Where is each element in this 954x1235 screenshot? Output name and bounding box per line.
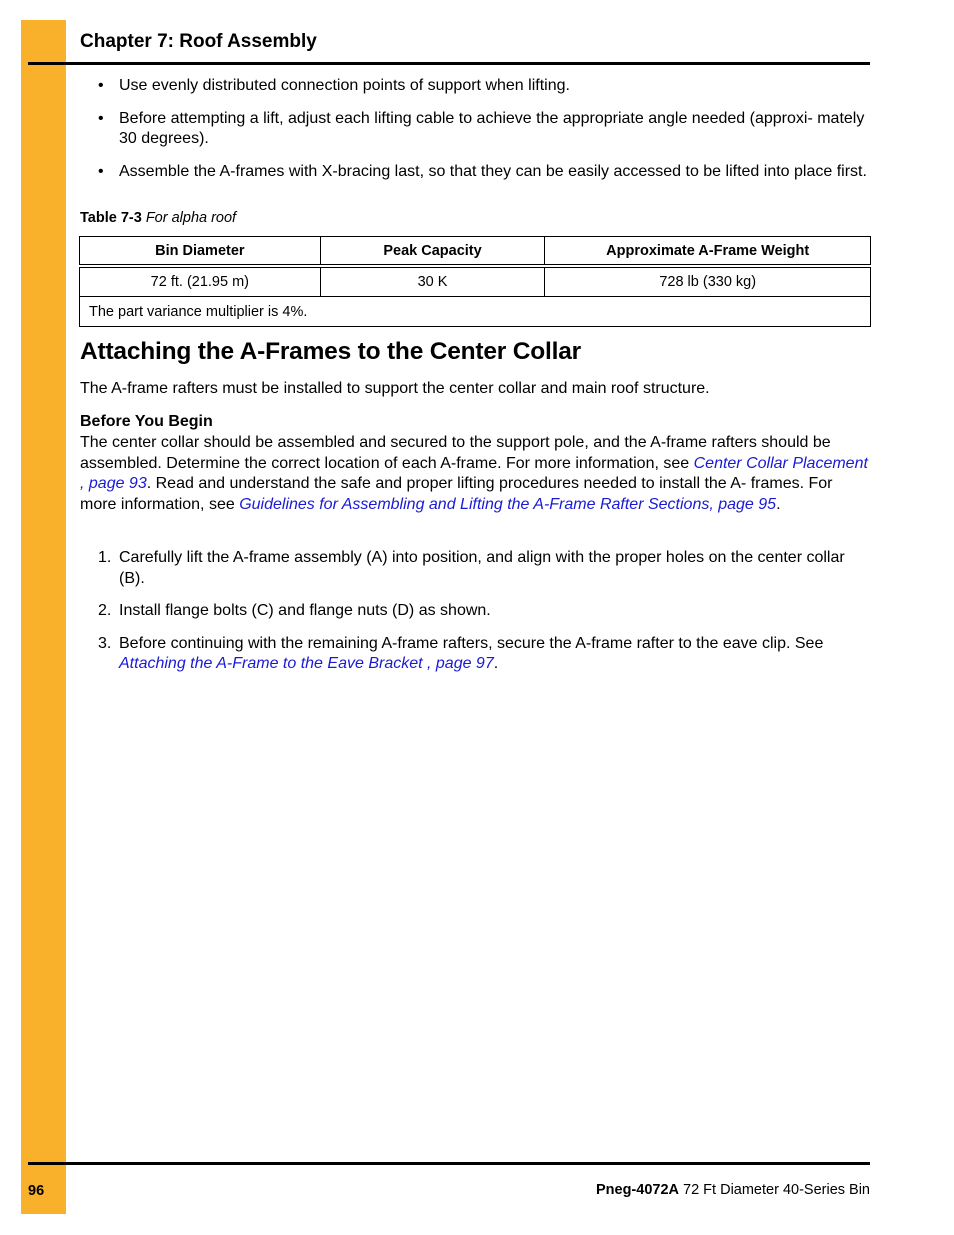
step-text-tail: . <box>493 655 499 672</box>
list-item <box>80 162 870 183</box>
before-you-begin-paragraph <box>80 433 872 515</box>
chapter-sidebar-band <box>21 20 66 1214</box>
link-lifting-guidelines[interactable]: Guidelines for Assembling and Lifting the A-Frame Rafter Sections, page 95 <box>239 495 777 513</box>
header-rule <box>28 62 870 65</box>
cell-bin-diameter: 72 ft. (21.95 m) <box>80 266 321 297</box>
bullet-symbol: • <box>98 162 104 180</box>
document-id: Pneg-4072A <box>595 1182 679 1198</box>
step-number: 2. <box>98 602 112 619</box>
step-text: Carefully lift the A-frame assembly (A) into position, and align with the proper holes on the center collar (B). <box>119 549 845 587</box>
cell-peak-capacity: 30 K <box>320 266 545 297</box>
link-center-collar-placement[interactable]: Center Collar Placement , page 93 <box>80 454 868 492</box>
list-item <box>80 548 870 589</box>
section-title: Attaching the A-Frames to the Center Collar <box>80 338 581 365</box>
step-text: Install flange bolts (C) and flange nuts (D) as shown. <box>119 602 491 619</box>
paragraph-text: . Read and understand the safe and proper lifting procedures needed to install the A- frames. For more information, see <box>80 475 833 513</box>
bullet-text: Before attempting a lift, adjust each lifting cable to achieve the appropriate angle needed (approxi- mately 30 degrees). <box>119 109 865 147</box>
table-caption <box>80 210 236 226</box>
chapter-title: Chapter 7: Roof Assembly <box>80 31 317 52</box>
table-header-row <box>80 237 871 267</box>
header-a-frame-weight: Approximate A-Frame Weight <box>545 237 871 267</box>
list-item <box>80 76 870 97</box>
document-title: 72 Ft Diameter 40-Series Bin <box>679 1182 870 1198</box>
section-intro: The A-frame rafters must be installed to support the center collar and main roof structure. <box>80 380 710 397</box>
bullet-text: Use evenly distributed connection points of support when lifting. <box>119 77 570 94</box>
procedure-steps <box>80 548 870 687</box>
bullet-symbol: • <box>98 109 104 127</box>
before-you-begin-heading: Before You Begin <box>80 413 213 430</box>
step-text: Before continuing with the remaining A-frame rafters, secure the A-frame rafter to the eave clip. See <box>119 634 824 652</box>
a-frame-spec-table <box>79 236 871 327</box>
link-eave-bracket[interactable]: Attaching the A-Frame to the Eave Bracket , page 97 <box>119 655 494 672</box>
document-footer <box>596 1182 870 1198</box>
paragraph-text: The center collar should be assembled and secured to the support pole, and the A-frame rafters should be assembled. Determine the correct location of each A-frame. For more information, see <box>80 434 831 472</box>
table-caption-label: Table 7-3 <box>80 210 142 226</box>
bullet-text: Assemble the A-frames with X-bracing last, so that they can be easily accessed to be lifted into place first. <box>119 162 867 180</box>
paragraph-text: . <box>776 495 781 513</box>
table-note-row <box>80 297 871 327</box>
list-item <box>80 634 870 675</box>
list-item <box>80 601 870 622</box>
footer-rule <box>28 1162 870 1165</box>
page-number: 96 <box>28 1183 45 1199</box>
bullet-symbol: • <box>98 77 104 94</box>
header-bin-diameter: Bin Diameter <box>80 237 321 267</box>
table-note: The part variance multiplier is 4%. <box>80 297 871 327</box>
table-caption-title: For alpha roof <box>145 210 237 226</box>
step-number: 1. <box>98 549 112 566</box>
lifting-guidelines-list <box>80 76 870 194</box>
table-row <box>80 266 871 297</box>
step-number: 3. <box>98 634 112 652</box>
header-peak-capacity: Peak Capacity <box>320 237 545 267</box>
cell-a-frame-weight: 728 lb (330 kg) <box>545 266 871 297</box>
list-item <box>80 109 870 150</box>
